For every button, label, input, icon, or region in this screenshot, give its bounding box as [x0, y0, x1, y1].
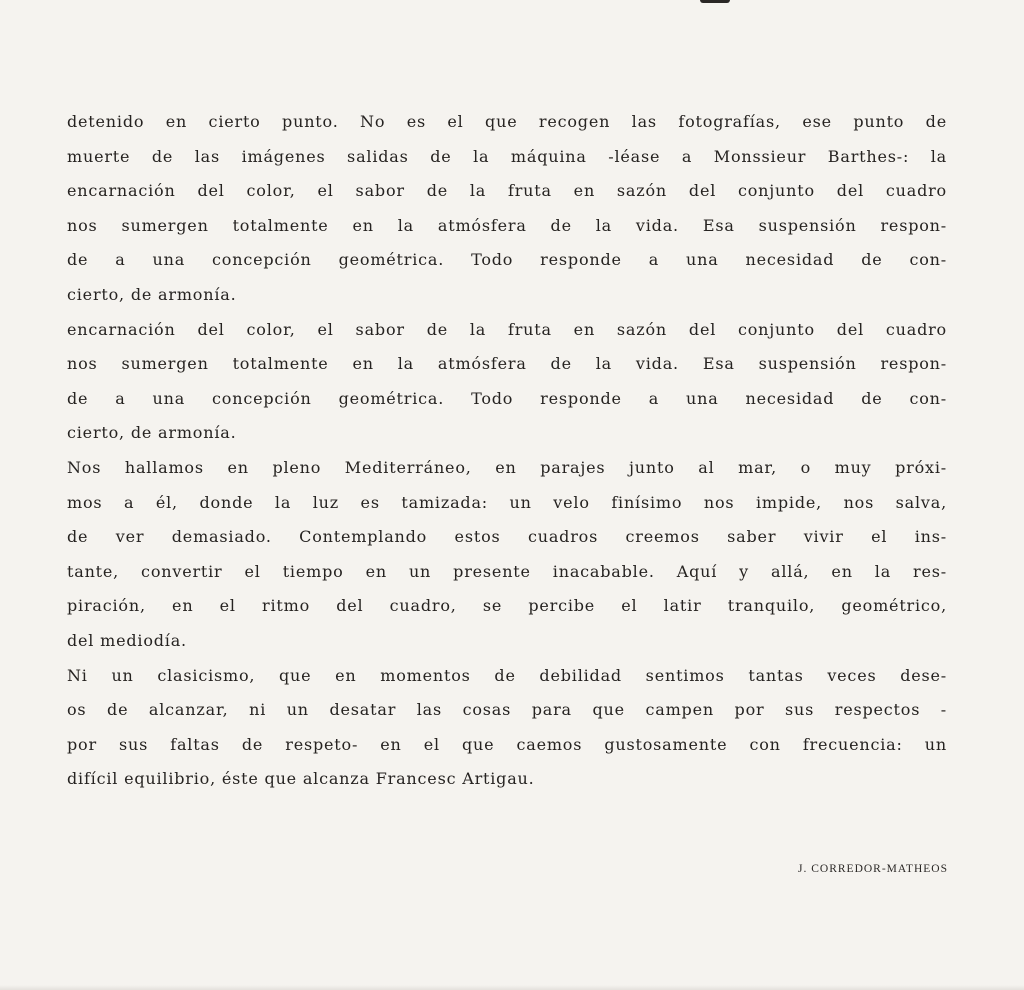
- text-line: del mediodía.: [67, 630, 187, 650]
- text-line: tante, convertir el tiempo en un presente inacabable. Aquí y allá, en la res-: [67, 561, 947, 581]
- text-line: encarnación del color, el sabor de la fruta en sazón del conjunto del cuadro: [67, 319, 947, 339]
- text-line: Ni un clasicismo, que en momentos de debilidad sentimos tantas veces dese-: [67, 665, 947, 685]
- text-line: os de alcanzar, ni un desatar las cosas para que campen por sus respectos -: [67, 700, 947, 720]
- page-bottom-edge: [0, 985, 1024, 990]
- text-line: mos a él, donde la luz es tamizada: un velo finísimo nos impide, nos salva,: [67, 492, 947, 512]
- text-line: por sus faltas de respeto- en el que caemos gustosamente con frecuencia: un: [67, 734, 947, 754]
- text-line: nos sumergen totalmente en la atmósfera de la vida. Esa suspensión respon-: [67, 354, 947, 374]
- text-line: de a una concepción geométrica. Todo responde a una necesidad de con-: [67, 388, 947, 408]
- text-line: difícil equilibrio, éste que alcanza Francesc Artigau.: [67, 769, 535, 789]
- text-line: encarnación del color, el sabor de la fruta en sazón del conjunto del cuadro: [67, 181, 947, 201]
- text-line: Nos hallamos en pleno Mediterráneo, en parajes junto al mar, o muy próxi-: [67, 457, 947, 477]
- page-edge-mark: [700, 0, 730, 3]
- text-line: nos sumergen totalmente en la atmósfera de la vida. Esa suspensión respon-: [67, 215, 947, 235]
- text-line: cierto, de armonía.: [67, 284, 237, 304]
- essay-text: [67, 105, 947, 797]
- text-line: piración, en el ritmo del cuadro, se percibe el latir tranquilo, geométrico,: [67, 596, 947, 616]
- text-line: muerte de las imágenes salidas de la máquina -léase a Monssieur Barthes-: la: [67, 146, 947, 166]
- text-line: detenido en cierto punto. No es el que recogen las fotografías, ese punto de: [67, 112, 947, 131]
- text-line: de ver demasiado. Contemplando estos cuadros creemos saber vivir el ins-: [67, 527, 947, 547]
- text-line: cierto, de armonía.: [67, 423, 237, 443]
- text-line: de a una concepción geométrica. Todo responde a una necesidad de con-: [67, 250, 947, 270]
- author-signature: J. CORREDOR-MATHEOS: [798, 863, 948, 875]
